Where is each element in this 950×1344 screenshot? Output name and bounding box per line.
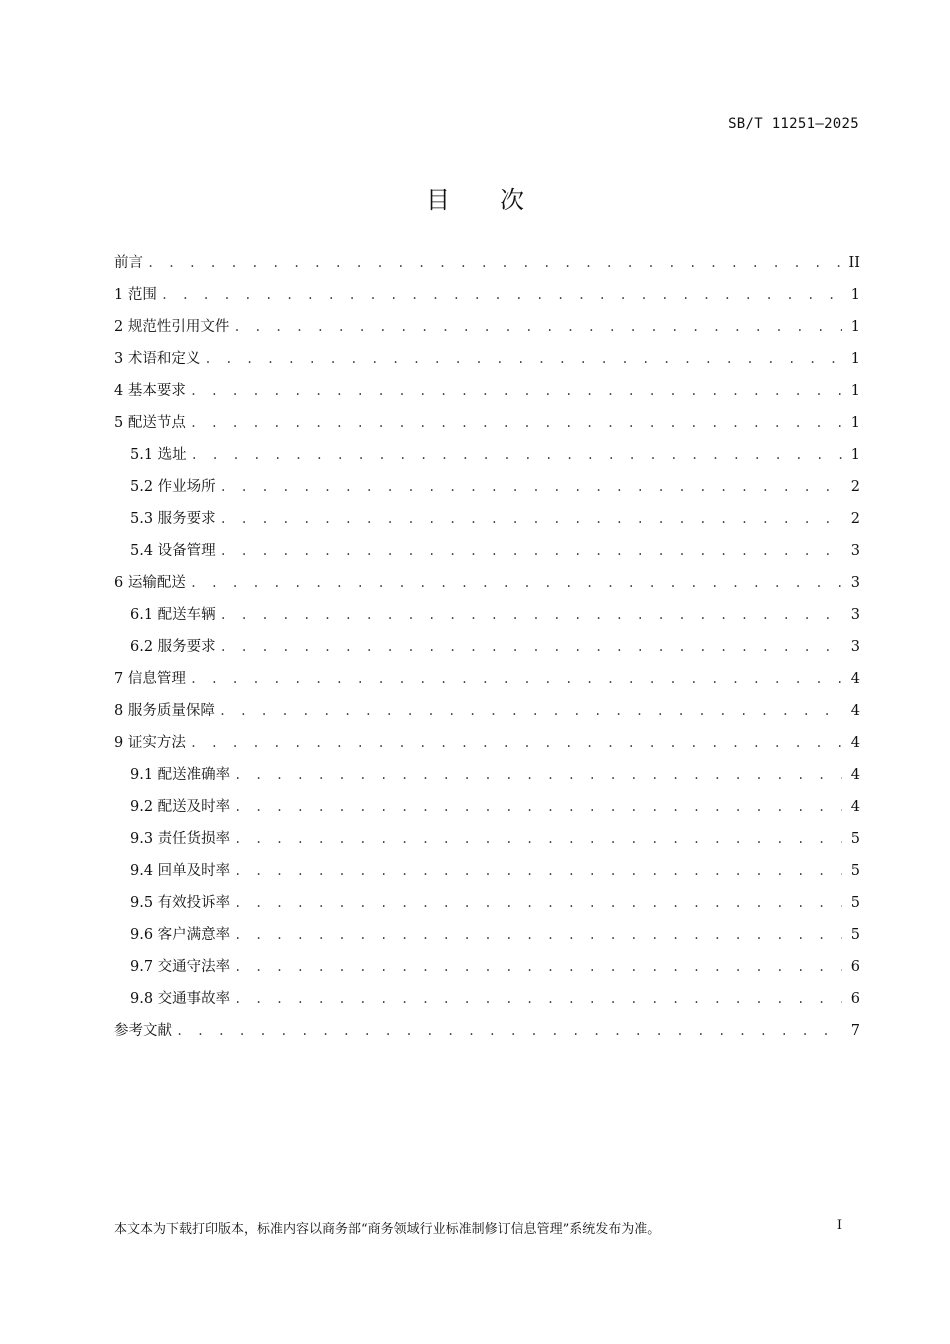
- toc-entry-page: 5: [850, 927, 860, 943]
- toc-entry-page: 2: [850, 511, 860, 527]
- toc-entry-page: 4: [850, 799, 860, 815]
- toc-leader-dots: [234, 759, 842, 791]
- toc-entry-label: 5.1 选址: [130, 447, 187, 463]
- toc-entry-label: 4 基本要求: [114, 383, 186, 399]
- toc-entry-label: 9.7 交通守法率: [130, 959, 231, 975]
- toc-entry[interactable]: [114, 695, 860, 727]
- toc-entry-label: 5.3 服务要求: [130, 511, 216, 527]
- toc-entry[interactable]: [114, 535, 860, 567]
- toc-entry-label: 9.5 有效投诉率: [130, 895, 231, 911]
- toc-entry[interactable]: [114, 1015, 860, 1047]
- toc-leader-dots: [176, 1015, 842, 1047]
- toc-leader-dots: [234, 823, 842, 855]
- toc-entry-label: 9.2 配送及时率: [130, 799, 231, 815]
- toc-leader-dots: [219, 695, 842, 727]
- standard-code: SB/T 11251—2025: [728, 116, 859, 132]
- toc-leader-dots: [220, 503, 842, 535]
- toc-entry[interactable]: [114, 439, 860, 471]
- toc-leader-dots: [234, 919, 842, 951]
- toc-entry-label: 6 运输配送: [114, 575, 186, 591]
- toc-leader-dots: [161, 279, 842, 311]
- toc-entry-page: 5: [850, 831, 860, 847]
- toc-entry[interactable]: [114, 823, 860, 855]
- toc-entry[interactable]: [114, 759, 860, 791]
- toc-entry-label: 参考文献: [114, 1023, 172, 1039]
- toc-leader-dots: [190, 407, 842, 439]
- toc-leader-dots: [204, 343, 842, 375]
- toc-entry-label: 5 配送节点: [114, 415, 186, 431]
- toc-entry-label: 5.2 作业场所: [130, 479, 216, 495]
- toc-entry[interactable]: [114, 407, 860, 439]
- toc-leader-dots: [234, 983, 842, 1015]
- toc-entry[interactable]: [114, 343, 860, 375]
- toc-entry-label: 1 范围: [114, 287, 157, 303]
- toc-entry[interactable]: [114, 855, 860, 887]
- toc-entry-label: 9.1 配送准确率: [130, 767, 231, 783]
- toc-entry-label: 9.4 回单及时率: [130, 863, 231, 879]
- toc-entry[interactable]: [114, 887, 860, 919]
- toc-entry[interactable]: [114, 567, 860, 599]
- toc-entry-page: 7: [850, 1023, 860, 1039]
- toc-entry[interactable]: [114, 599, 860, 631]
- toc-entry-label: 9 证实方法: [114, 735, 186, 751]
- toc-entry-page: 1: [850, 319, 860, 335]
- toc-entry-label: 3 术语和定义: [114, 351, 201, 367]
- toc-entry-label: 8 服务质量保障: [114, 703, 215, 719]
- toc-entry-page: 4: [850, 703, 860, 719]
- toc-entry[interactable]: [114, 247, 860, 279]
- toc-leader-dots: [190, 663, 842, 695]
- toc-entry-page: 2: [850, 479, 860, 495]
- toc-leader-dots: [147, 247, 841, 279]
- toc-leader-dots: [190, 567, 842, 599]
- toc-leader-dots: [220, 631, 842, 663]
- toc-entry-label: 5.4 设备管理: [130, 543, 216, 559]
- toc-entry[interactable]: [114, 663, 860, 695]
- toc-entry-label: 2 规范性引用文件: [114, 319, 230, 335]
- toc-entry[interactable]: [114, 375, 860, 407]
- toc-entry-page: 3: [850, 607, 860, 623]
- footer-note: 本文本为下载打印版本，标准内容以商务部“商务领域行业标准制修订信息管理”系统发布为准。: [114, 1222, 661, 1237]
- toc-entry-label: 9.8 交通事故率: [130, 991, 231, 1007]
- toc-leader-dots: [233, 311, 842, 343]
- toc-entry-page: 6: [850, 991, 860, 1007]
- toc-entry-page: 6: [850, 959, 860, 975]
- toc-entry[interactable]: [114, 919, 860, 951]
- toc-entry-page: 1: [850, 383, 860, 399]
- footer-page-number: I: [836, 1218, 842, 1233]
- toc-leader-dots: [220, 599, 842, 631]
- toc-entry[interactable]: [114, 279, 860, 311]
- toc-entry[interactable]: [114, 311, 860, 343]
- toc-entry-label: 前言: [114, 255, 143, 271]
- toc-leader-dots: [190, 375, 842, 407]
- toc-leader-dots: [191, 439, 842, 471]
- toc-entry[interactable]: [114, 983, 860, 1015]
- toc-leader-dots: [220, 535, 842, 567]
- toc-entry[interactable]: [114, 791, 860, 823]
- page-title: 目次: [426, 186, 574, 214]
- toc-entry-page: 5: [850, 895, 860, 911]
- table-of-contents: [114, 247, 860, 1047]
- toc-entry-page: 1: [850, 415, 860, 431]
- toc-entry-page: II: [848, 255, 860, 271]
- toc-entry-label: 6.1 配送车辆: [130, 607, 216, 623]
- toc-entry-page: 1: [850, 351, 860, 367]
- toc-entry[interactable]: [114, 951, 860, 983]
- toc-entry-page: 5: [850, 863, 860, 879]
- toc-entry[interactable]: [114, 503, 860, 535]
- toc-entry-page: 3: [850, 639, 860, 655]
- toc-entry[interactable]: [114, 727, 860, 759]
- toc-entry-page: 4: [850, 671, 860, 687]
- toc-entry-label: 9.3 责任货损率: [130, 831, 231, 847]
- toc-entry-page: 3: [850, 543, 860, 559]
- toc-leader-dots: [220, 471, 842, 503]
- toc-entry-label: 7 信息管理: [114, 671, 186, 687]
- toc-leader-dots: [234, 887, 842, 919]
- toc-leader-dots: [190, 727, 842, 759]
- toc-entry-page: 4: [850, 767, 860, 783]
- toc-entry-label: 9.6 客户满意率: [130, 927, 231, 943]
- toc-entry[interactable]: [114, 631, 860, 663]
- toc-entry-page: 1: [850, 287, 860, 303]
- toc-leader-dots: [234, 791, 842, 823]
- toc-leader-dots: [234, 951, 842, 983]
- toc-leader-dots: [234, 855, 842, 887]
- toc-entry-page: 1: [850, 447, 860, 463]
- toc-entry-page: 3: [850, 575, 860, 591]
- toc-entry-page: 4: [850, 735, 860, 751]
- toc-entry[interactable]: [114, 471, 860, 503]
- toc-entry-label: 6.2 服务要求: [130, 639, 216, 655]
